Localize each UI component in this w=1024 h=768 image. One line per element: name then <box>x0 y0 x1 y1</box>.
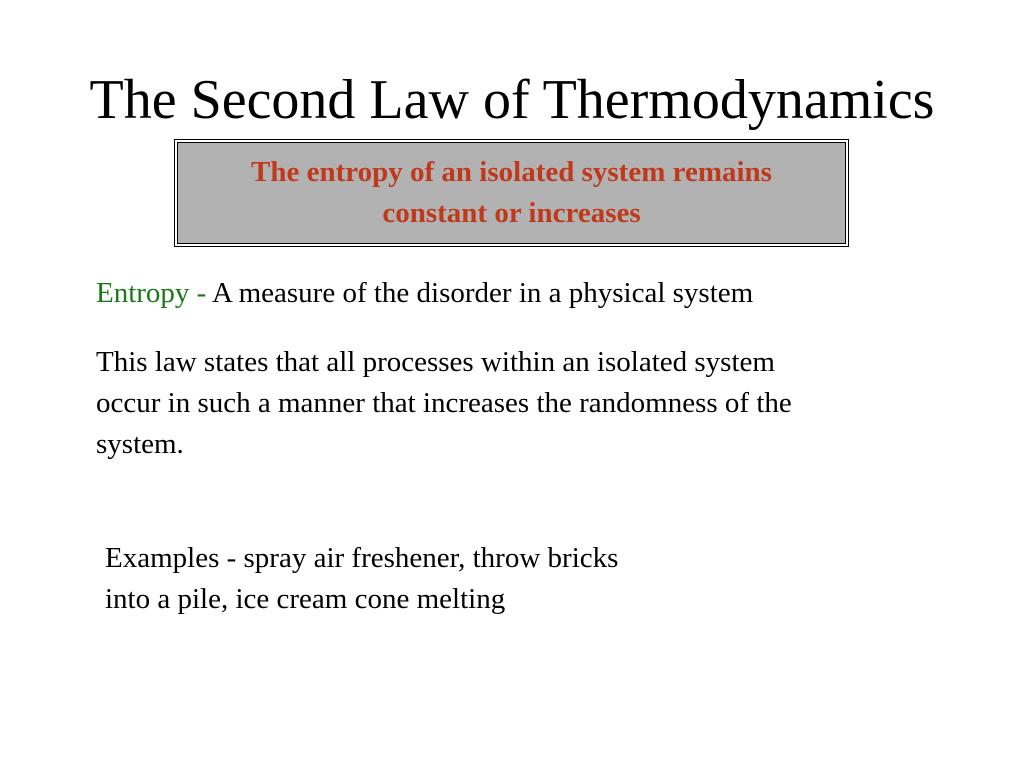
examples-line: Examples - spray air freshener, throw bricks <box>105 542 619 574</box>
callout-line: The entropy of an isolated system remains <box>251 156 772 188</box>
paragraph-line: occur in such a manner that increases the randomness of the <box>96 387 792 419</box>
paragraph-line: system. <box>96 428 184 460</box>
callout-line: constant or increases <box>382 197 641 229</box>
slide-title: The Second Law of Thermodynamics <box>89 69 935 131</box>
paragraph-line: This law states that all processes within an isolated system <box>96 346 775 378</box>
examples-line: into a pile, ice cream cone melting <box>105 583 506 615</box>
law-paragraph <box>96 342 936 465</box>
entropy-definition <box>96 274 753 312</box>
callout-statement <box>178 152 845 234</box>
definition-text: A measure of the disorder in a physical system <box>212 277 754 309</box>
callout-box <box>177 142 846 244</box>
examples-paragraph <box>105 538 745 620</box>
definition-term: Entropy - <box>96 277 212 309</box>
